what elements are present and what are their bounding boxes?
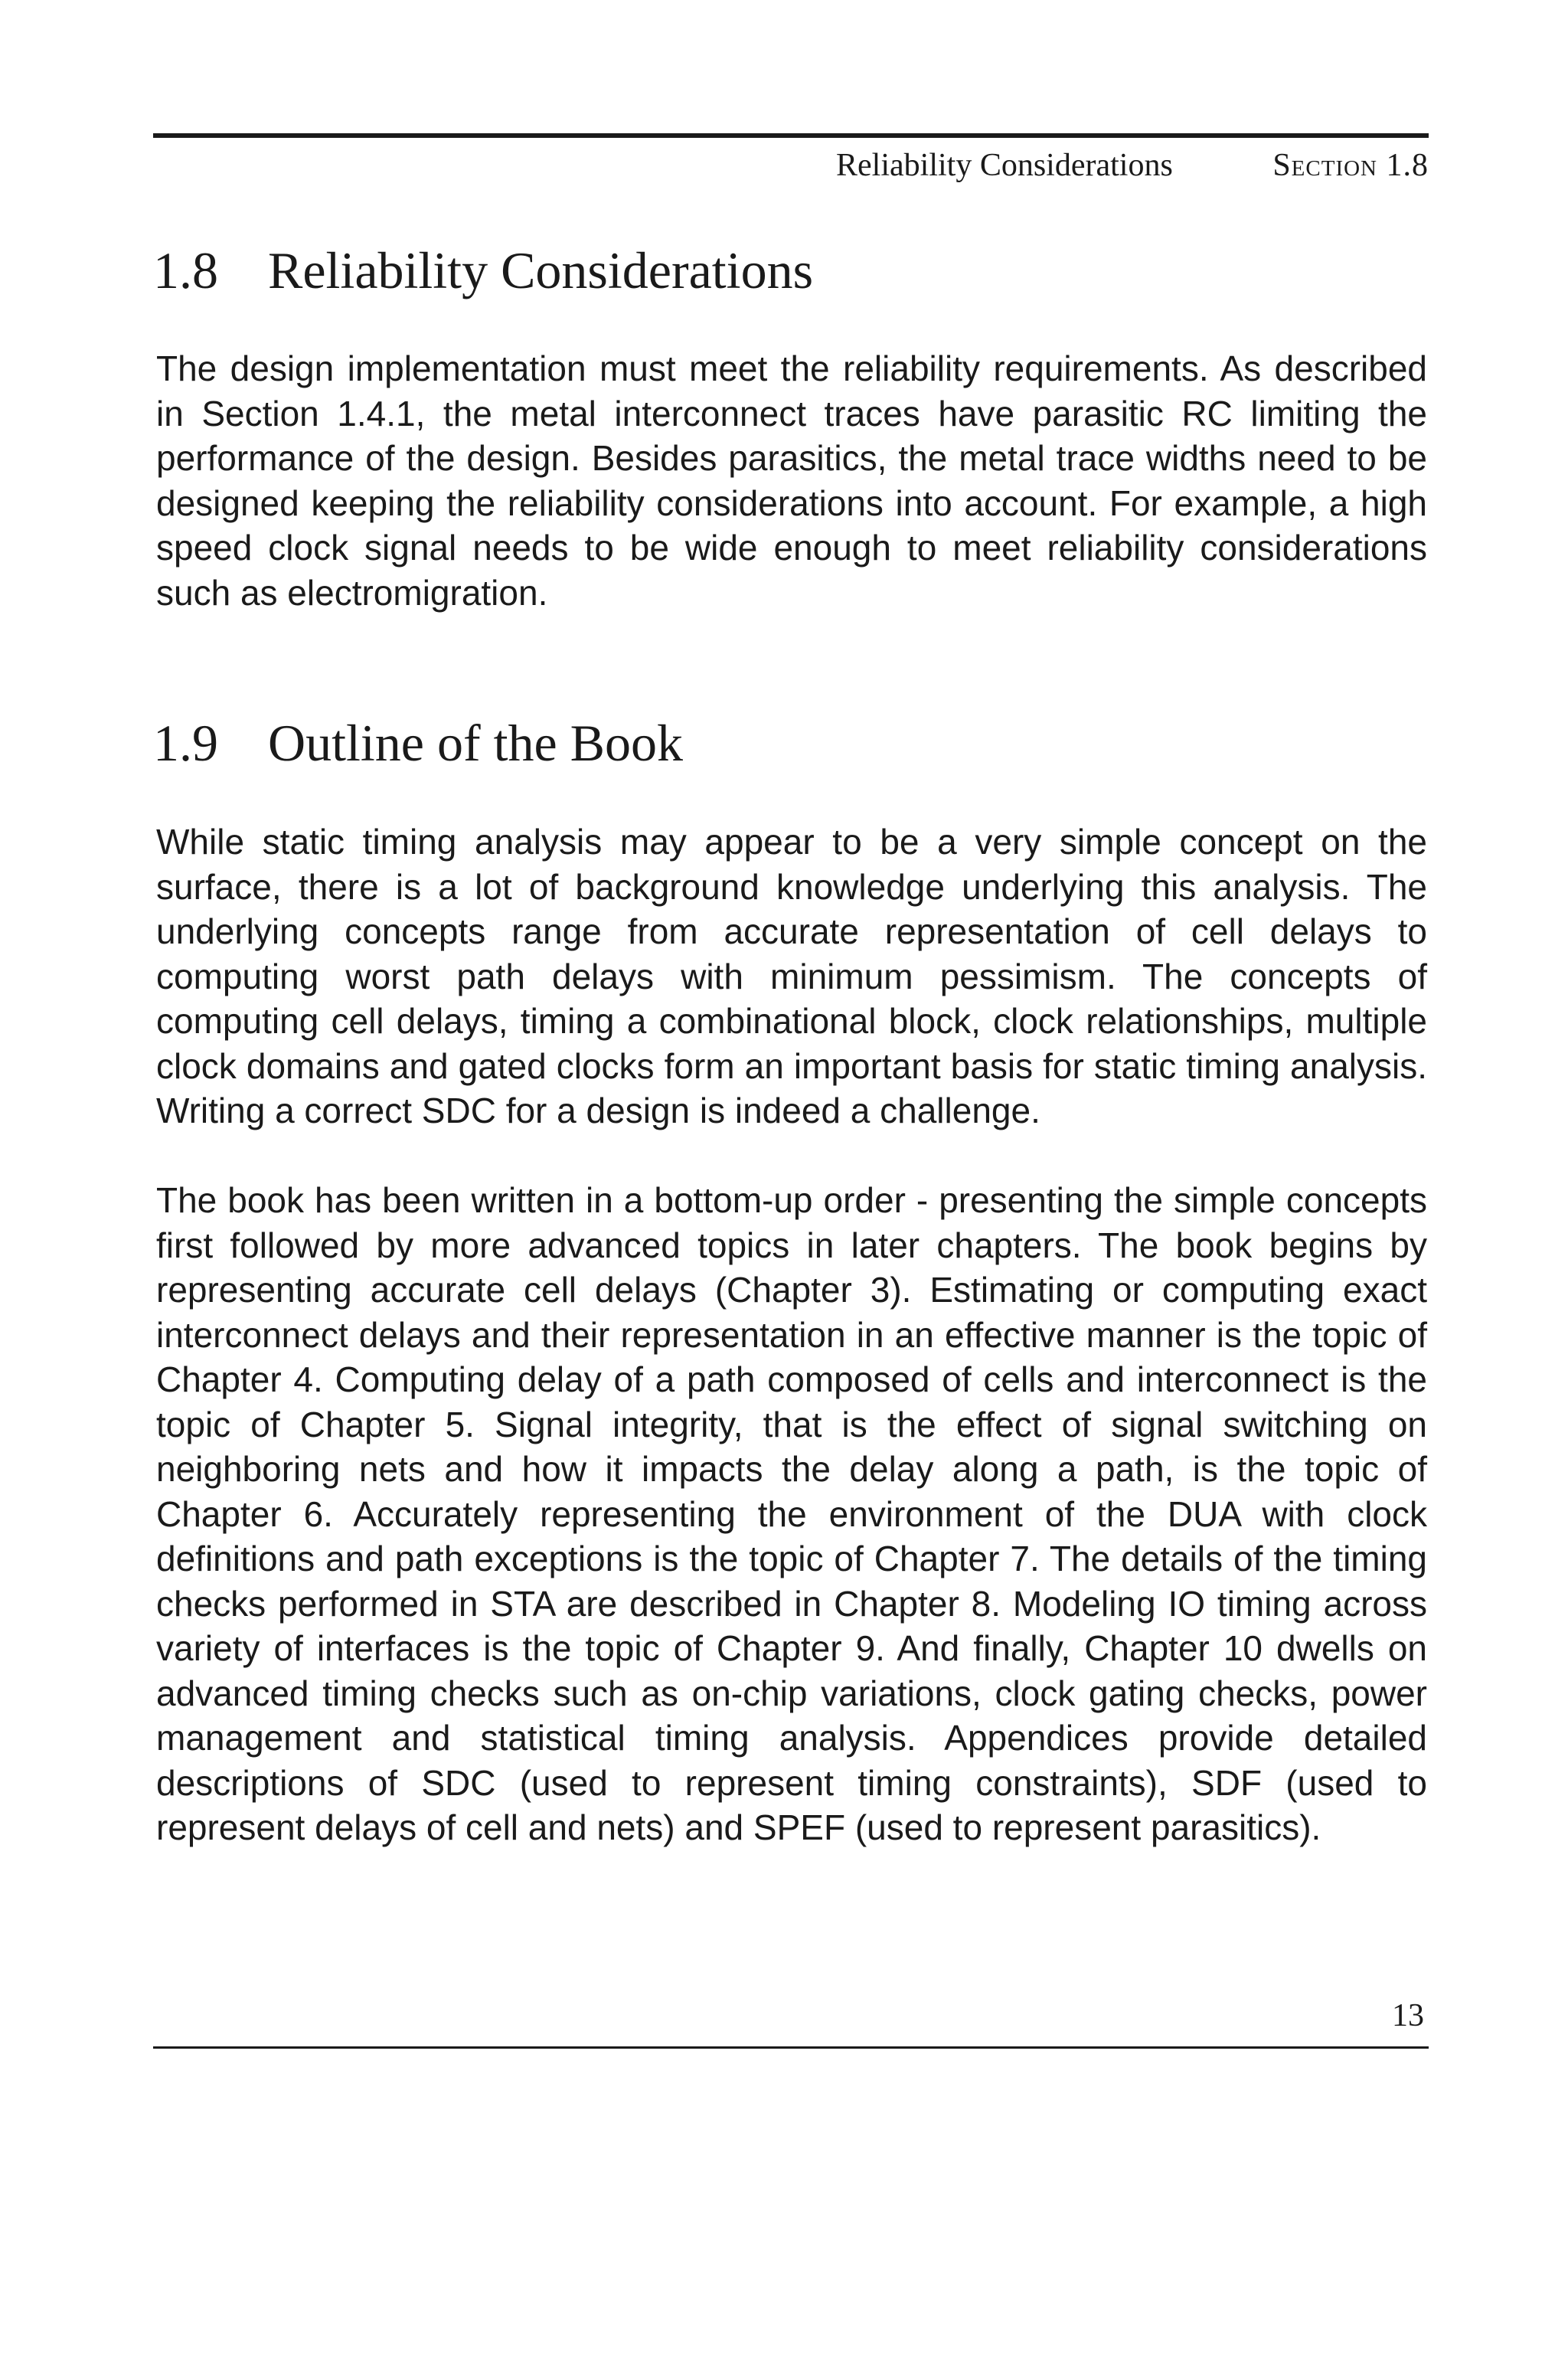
header-rule [153, 133, 1429, 138]
running-head-title: Reliability Considerations [836, 148, 1173, 183]
page-number: 13 [1392, 1998, 1424, 2033]
section-number: 1.9 [153, 714, 218, 772]
section-title: Outline of the Book [268, 714, 684, 772]
running-head [153, 142, 1429, 188]
section-heading-1-8 [153, 236, 813, 305]
section-heading-1-9 [153, 708, 683, 777]
paragraph-outline-chapters: The book has been written in a bottom-up order - presenting the simple concepts first followed by more advanced topics in later chapters. The book begins by representing accurate cell delays (Chapter 3). Estimating or computing exact interconnect delays and their representation in an effective manner is the topic of Chapter 4. Computing delay of a path composed of cells and interconnect is the topic of Chapter 5. Signal integrity, that is the effect of signal switching on neighboring nets and how it impacts the delay along a path, is the topic of Chapter 6. Accurately representing the environment of the DUA with clock definitions and path exceptions is the topic of Chapter 7. The details of the timing checks performed in STA are described in Chapter 8. Modeling IO timing across variety of interfaces is the topic of Chapter 9. And finally, Chapter 10 dwells on advanced timing checks such as on-chip variations, clock gating checks, power management and statistical timing analysis. Appendices provide detailed descriptions of SDC (used to represent timing constraints), SDF (used to represent delays of cell and nets) and SPEF (used to represent parasitics). [156, 1180, 1427, 1847]
footer-rule [153, 2046, 1429, 2049]
paragraph-outline-intro: While static timing analysis may appear to be a very simple concept on the surface, there is a lot of background knowledge underlying this analysis. The underlying concepts range from accurate representation of cell delays to computing worst path delays with minimum pessimism. The concepts of computing cell delays, timing a combinational block, clock relationships, multiple clock domains and gated clocks form an important basis for static timing analysis. Writing a correct SDC for a design is indeed a challenge. [156, 822, 1427, 1130]
section-title: Reliability Considerations [268, 241, 814, 299]
section-number: 1.8 [153, 241, 218, 299]
paragraph-reliability: The design implementation must meet the reliability requirements. As described in Section 1.4.1, the metal interconnect traces have parasitic RC limiting the performance of the design. Besides parasitics, the metal trace widths need to be designed keeping the reliability considerations into account. For example, a high speed clock signal needs to be wide enough to meet reliability considerations such as electromigration. [156, 348, 1427, 613]
running-head-section: Section 1.8 [1272, 148, 1429, 183]
